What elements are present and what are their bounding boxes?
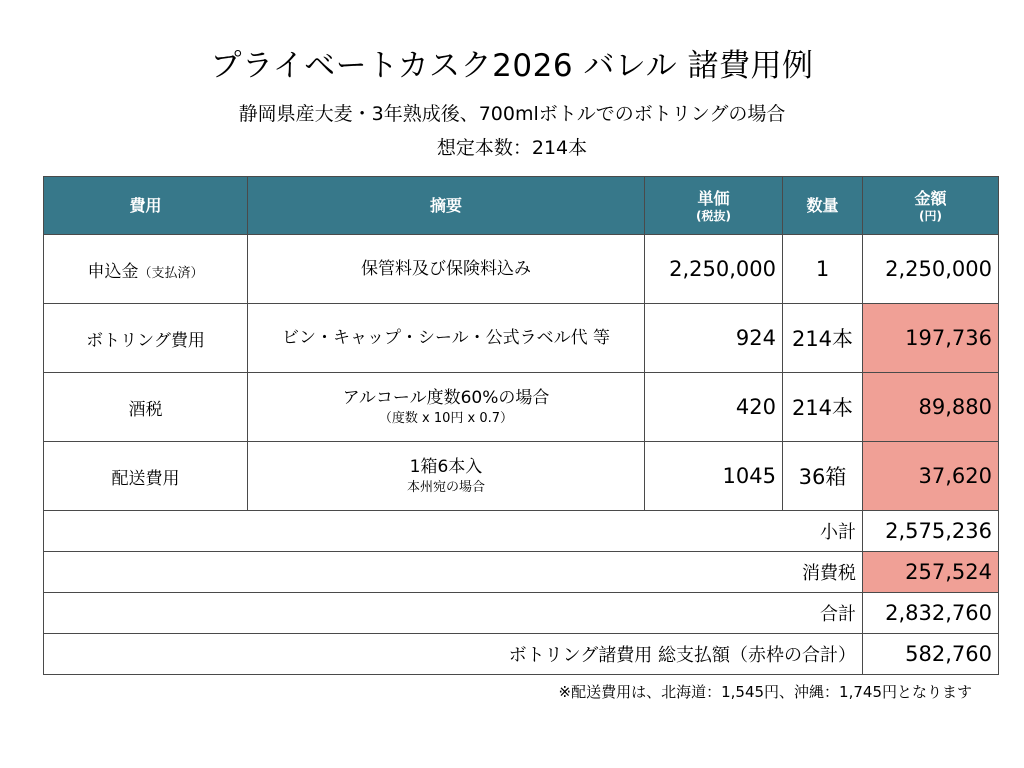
row-unit-price: 1045 — [645, 442, 783, 511]
row-item: 申込金（支払済） — [44, 235, 248, 304]
row-summary-note: （度数 x 10円 x 0.7） — [378, 411, 514, 426]
row-amount: 37,620 — [863, 442, 999, 511]
column-header-unit-price: 単価 (税抜) — [645, 177, 783, 235]
bottling-total-row — [44, 634, 999, 675]
bottling-total-value: 582,760 — [863, 634, 999, 675]
table-row — [44, 304, 999, 373]
unit-price-note: (税抜) — [696, 208, 731, 223]
row-summary-note: 本州宛の場合 — [406, 480, 485, 495]
tax-value: 257,524 — [863, 552, 999, 593]
total-value: 2,832,760 — [863, 593, 999, 634]
cost-table — [43, 176, 999, 675]
column-header-summary: 摘要 — [248, 177, 645, 235]
table-header-row — [44, 177, 999, 235]
tax-row — [44, 552, 999, 593]
row-unit-price: 2,250,000 — [645, 235, 783, 304]
row-summary: ビン・キャップ・シール・公式ラベル代 等 — [248, 304, 645, 373]
row-item: ボトリング費用 — [44, 304, 248, 373]
row-summary: アルコール度数60%の場合 （度数 x 10円 x 0.7） — [248, 373, 645, 442]
total-row — [44, 593, 999, 634]
table-row — [44, 442, 999, 511]
bottling-total-label: ボトリング諸費用 総支払額（赤枠の合計） — [44, 634, 863, 675]
page-title: プライベートカスク2026 バレル 諸費用例 — [210, 48, 814, 84]
amount-note: (円) — [919, 208, 942, 223]
row-quantity: 36箱 — [783, 442, 863, 511]
subtotal-label: 小計 — [44, 511, 863, 552]
total-label: 合計 — [44, 593, 863, 634]
shipping-footnote: ※配送費用は、北海道：1,545円、沖縄：1,745円となります — [558, 683, 972, 701]
subtotal-row — [44, 511, 999, 552]
row-quantity: 214本 — [783, 304, 863, 373]
table-row — [44, 373, 999, 442]
row-summary: 保管料及び保険料込み — [248, 235, 645, 304]
tax-label: 消費税 — [44, 552, 863, 593]
column-header-amount: 金額 (円) — [863, 177, 999, 235]
row-quantity: 214本 — [783, 373, 863, 442]
row-item: 配送費用 — [44, 442, 248, 511]
column-header-quantity: 数量 — [783, 177, 863, 235]
table-row — [44, 235, 999, 304]
row-amount: 2,250,000 — [863, 235, 999, 304]
row-item-note: （支払済） — [138, 265, 204, 281]
row-item: 酒税 — [44, 373, 248, 442]
row-amount: 89,880 — [863, 373, 999, 442]
row-unit-price: 924 — [645, 304, 783, 373]
row-unit-price: 420 — [645, 373, 783, 442]
assumed-bottle-count: 想定本数：214本 — [436, 137, 588, 159]
row-quantity: 1 — [783, 235, 863, 304]
row-amount: 197,736 — [863, 304, 999, 373]
row-summary: 1箱6本入 本州宛の場合 — [248, 442, 645, 511]
subtotal-value: 2,575,236 — [863, 511, 999, 552]
page-subtitle: 静岡県産大麦・3年熟成後、700mlボトルでのボトリングの場合 — [238, 103, 786, 125]
column-header-item: 費用 — [44, 177, 248, 235]
